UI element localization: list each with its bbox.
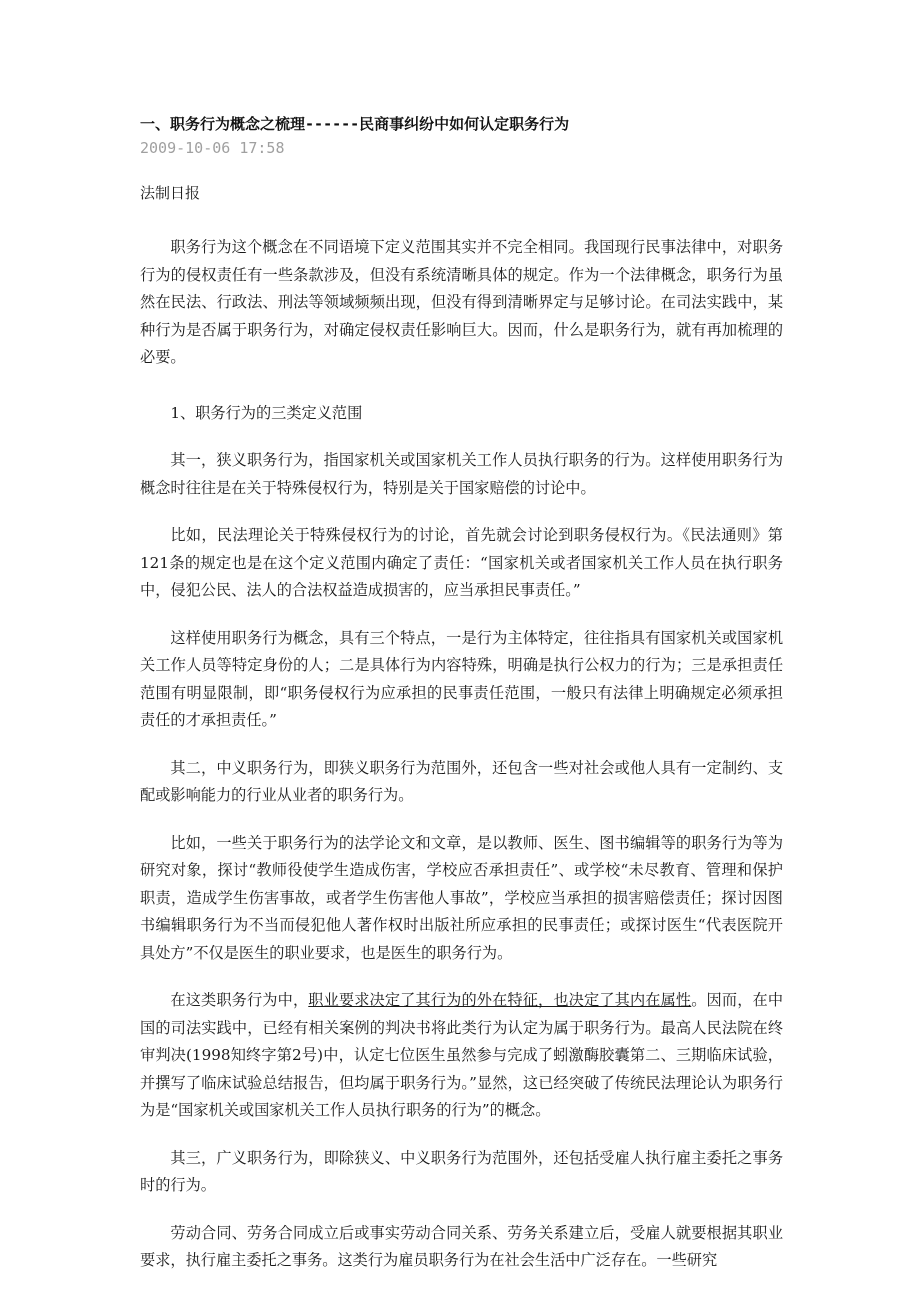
article-date: 2009-10-06 17:58 bbox=[140, 139, 285, 157]
paragraph-text: 。因而，在中国的司法实践中，已经有相关案例的判决书将此类行为认定为属于职务行为。最高人民法院在终审判决(1998知终字第2号)中，认定七位医生虽然参与完成了蚓激酶胶囊第二、三期临床试验，并撰写了临床试验总结报告，但均属于职务行为。”显然，这已经突破了传统民法理论认为职务行为是“国家机关或国家机关工作人员执行职务的行为”的概念。 bbox=[140, 991, 784, 1119]
paragraph-middle-definition: 其二，中义职务行为，即狭义职务行为范围外，还包含一些对社会或他人具有一定制约、支配或影响能力的行业从业者的职务行为。 bbox=[140, 758, 783, 804]
paragraph-broad-definition: 其三，广义职务行为，即除狭义、中义职务行为范围外，还包括受雇人执行雇主委托之事务时的行为。 bbox=[140, 1148, 783, 1194]
section-heading: 1、职务行为的三类定义范围 bbox=[170, 403, 363, 422]
paragraph-judicial-practice bbox=[140, 987, 783, 1125]
paragraph-civil-law-example: 比如，民法理论关于特殊侵权行为的讨论，首先就会讨论到职务侵权行为。《民法通则》第121条的规定也是在这个定义范围内确定了责任：“国家机关或者国家机关工作人员在执行职务中，侵犯公民、法人的合法权益造成损害的，应当承担民事责任。” bbox=[140, 526, 783, 599]
paragraph-three-features: 这样使用职务行为概念，具有三个特点，一是行为主体特定，往往指具有国家机关或国家机关工作人员等特定身份的人；二是具体行为内容特殊，明确是执行公权力的行为；三是承担责任范围有明显限制，即“职务侵权行为应承担的民事责任范围，一般只有法律上明确规定必须承担责任的才承担责任。” bbox=[140, 628, 783, 729]
paragraph-narrow-definition: 其一，狭义职务行为，指国家机关或国家机关工作人员执行职务的行为。这样使用职务行为概念时往往是在关于特殊侵权行为，特别是关于国家赔偿的讨论中。 bbox=[140, 451, 783, 497]
paragraph-text: 在这类职务行为中， bbox=[170, 991, 309, 1009]
paragraph-employment: 劳动合同、劳务合同成立后或事实劳动合同关系、劳务关系建立后，受雇人就要根据其职业要求，执行雇主委托之事务。这类行为雇员职务行为在社会生活中广泛存在。一些研究 bbox=[140, 1223, 783, 1269]
paragraph-intro: 职务行为这个概念在不同语境下定义范围其实并不完全相同。我国现行民事法律中，对职务行为的侵权责任有一些条款涉及，但没有系统清晰具体的规定。作为一个法律概念，职务行为虽然在民法、行政法、刑法等领域频频出现，但没有得到清晰界定与足够讨论。在司法实践中，某种行为是否属于职务行为，对确定侵权责任影响巨大。因而，什么是职务行为，就有再加梳理的必要。 bbox=[140, 238, 783, 366]
article-title: 一、职务行为概念之梳理------民商事纠纷中如何认定职务行为 bbox=[140, 115, 570, 133]
article-source: 法制日报 bbox=[140, 184, 201, 202]
paragraph-profession-example: 比如，一些关于职务行为的法学论文和文章，是以教师、医生、图书编辑等的职务行为等为研究对象，探讨“教师役使学生造成伤害，学校应否承担责任”、或学校“未尽教育、管理和保护职责，造成学生伤害事故，或者学生伤害他人事故”，学校应当承担的损害赔偿责任；探讨因图书编辑职务行为不当而侵犯他人著作权时出版社所应承担的民事责任；或探讨医生“代表医院开具处方”不仅是医生的职业要求，也是医生的职务行为。 bbox=[140, 833, 783, 962]
article bbox=[140, 112, 783, 1275]
underlined-text: 职业要求决定了其行为的外在特征，也决定了其内在属性 bbox=[308, 991, 692, 1009]
